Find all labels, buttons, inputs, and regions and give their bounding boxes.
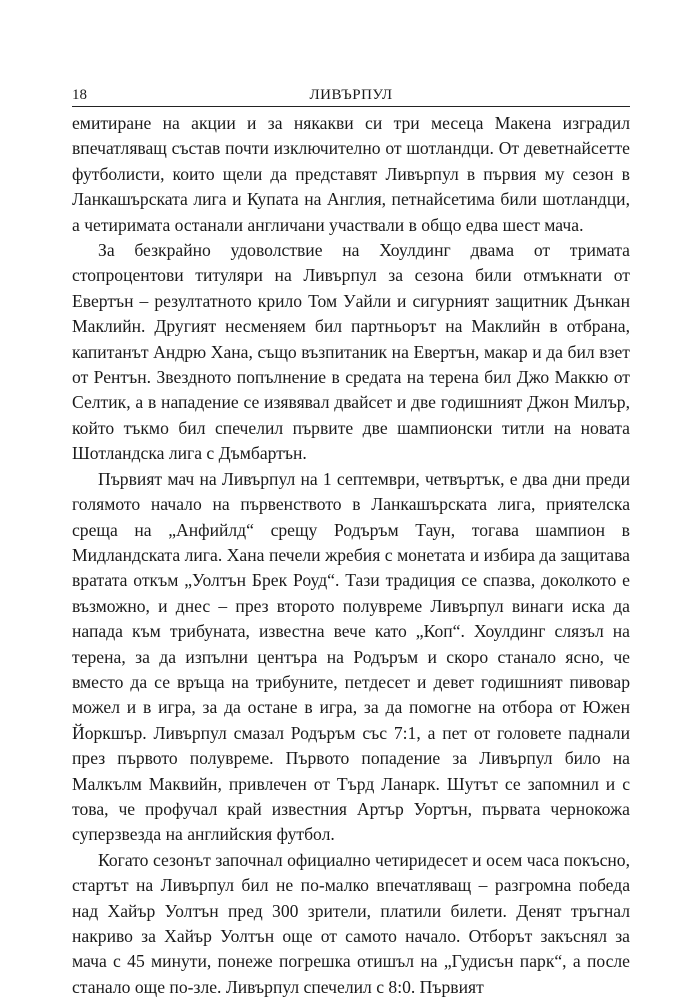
running-head — [72, 82, 630, 107]
page-number: 18 — [72, 87, 87, 103]
book-page — [72, 82, 630, 1000]
body-text — [72, 111, 630, 1000]
paragraph: Първият мач на Ливърпул на 1 септември, четвъртък, е два дни преди голямото начало на първенството в Ланкашърската лига, приятелска среща на „Анфийлд“ срещу Родъръм Таун, тогава шампион в Мидландската лига. Хана печели жребия с монетата и избира да защитава вратата откъм „Уолтън Брек Роуд“. Тази традиция се спазва, доколкото е възможно, и днес – през второто полувреме Ливърпул винаги иска да напада към трибуната, известна вече като „Коп“. Хоулдинг слязъл на терена, за да изпълни центъра на Родъръм и скоро станало ясно, че вместо да се връща на трибуните, петдесет и девет годишният пивовар можел и в игра, за да остане в игра, за да помогне на отбора от Южен Йоркшър. Ливърпул смазал Родъръм със 7:1, а пет от головете паднали през първото полувреме. Първото попадение за Ливърпул било на Малкълм Маквийн, привлечен от Търд Ланарк. Шутът се запомнил и с това, че профучал край известния Артър Уортън, първата чернокожа суперзвезда на английския футбол. — [72, 468, 630, 845]
paragraph-continued: емитиране на акции и за някакви си три месеца Макена изградил впечатляващ състав почти изключително от шотландци. От деветнайсетте футболисти, които щели да представят Ливърпул в първия му сезон в Ланкашърската лига и Купата на Англия, петнайсетима били шотландци, а четиримата останали англичани участвали в общо едва шест мача. — [72, 113, 630, 235]
paragraph: Когато сезонът започнал официално четиридесет и осем часа покъсно, стартът на Ливърпул бил не по-малко впечатляващ – разгромна победа над Хайър Уолтън пред 300 зрители, платили билети. Денят тръгнал накриво за Хайър Уолтън още от самото начало. Отборът закъснял за мача с 45 минути, понеже погрешка отишъл на „Гудисън парк“, а после станало още по-зле. Ливърпул спечелил с 8:0. Първият — [72, 849, 630, 997]
paragraph: За безкрайно удоволствие на Хоулдинг двама от тримата стопроцентови титуляри на Ливърпул за сезона били отмъкнати от Евертън – резултатното крило Том Уайли и сигурният защитник Дънкан Маклийн. Другият несменяем бил партньорът на Маклийн в отбрана, капитанът Андрю Хана, също възпитаник на Евертън, макар и да бил взет от Рентън. Звездното попълнение в средата на терена бил Джо Маккю от Селтик, а в нападение се изявявал двайсет и две годишният Джон Милър, който тъкмо бил спечелил първите две шампионски титли на новата Шотландска лига с Дъмбартън. — [72, 240, 630, 464]
running-title: ЛИВЪРПУЛ — [309, 87, 393, 103]
